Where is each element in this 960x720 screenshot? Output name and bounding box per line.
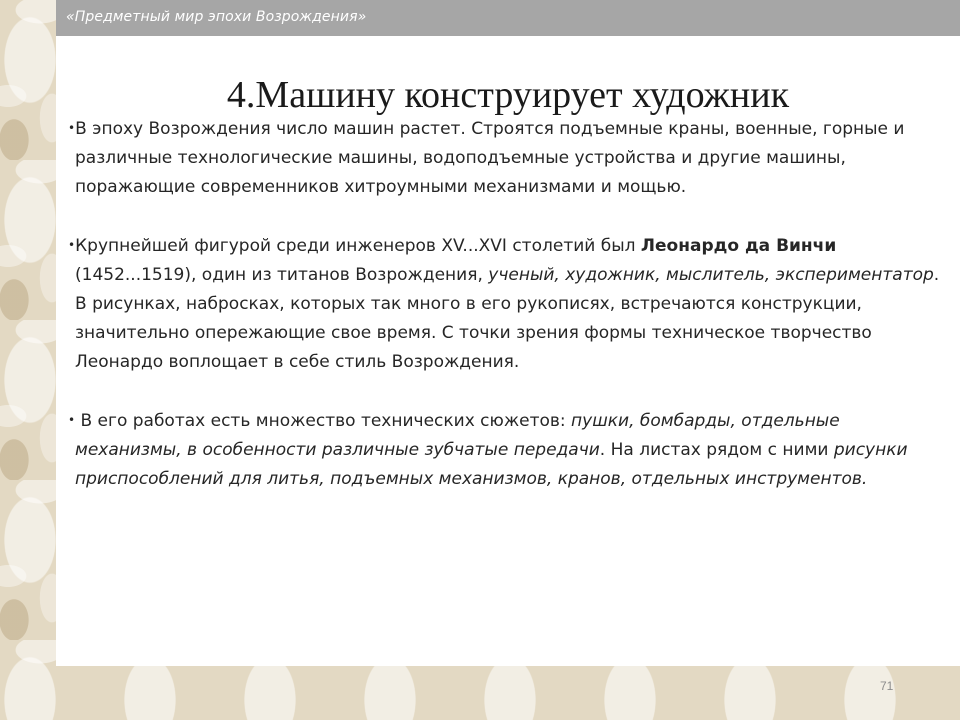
bullet-icon: • bbox=[68, 121, 76, 135]
bullet-icon: • bbox=[68, 238, 76, 252]
bullet-icon: • bbox=[68, 413, 76, 427]
paragraph-2-middle: (1452...1519), один из титанов Возрождения, bbox=[75, 265, 489, 285]
paragraph-3-italic-1: пушки, бомбарды, отдельные механизмы, в особенности различные зубчатые передачи bbox=[75, 411, 840, 460]
paragraph-2-italic: ученый, художник, мыслитель, экспериментатор bbox=[488, 265, 934, 285]
content-panel bbox=[56, 36, 960, 666]
header-bar bbox=[56, 0, 960, 36]
presentation-subtitle: «Предметный мир эпохи Возрождения» bbox=[66, 9, 367, 25]
paragraph-3 bbox=[68, 406, 948, 494]
leonardo-name: Леонардо да Винчи bbox=[640, 236, 837, 256]
paragraph-1 bbox=[68, 114, 948, 202]
paragraph-2 bbox=[68, 231, 948, 377]
paragraph-3-prefix: В его работах есть множество технических сюжетов: bbox=[75, 411, 572, 431]
paragraph-3-middle: . На листах рядом с ними bbox=[599, 440, 834, 460]
body-text bbox=[68, 114, 948, 523]
paragraph-3-italic-2: рисунки приспособлений для литья, подъемных механизмов, кранов, отдельных инструментов. bbox=[75, 440, 908, 489]
paragraph-2-suffix: . В рисунках, набросках, которых так много в его рукописях, встречаются конструкции, значительно опережающие свое время. С точки зрения формы техническое творчество Леонардо воплощает в себе стиль Возрождения. bbox=[75, 265, 940, 372]
slide-title: 4.Машину конструирует художник bbox=[226, 74, 790, 116]
page-number: 71 bbox=[880, 679, 894, 693]
ornament-band bbox=[0, 666, 960, 720]
paragraph-1-text: В эпоху Возрождения число машин растет. Строятся подъемные краны, военные, горные и различные технологические машины, водоподъемные устройства и другие машины, поражающие современников хитроумными механизмами и мощью. bbox=[75, 119, 905, 197]
paragraph-2-prefix: Крупнейшей фигурой среди инженеров XV...XVI столетий был bbox=[75, 236, 641, 256]
